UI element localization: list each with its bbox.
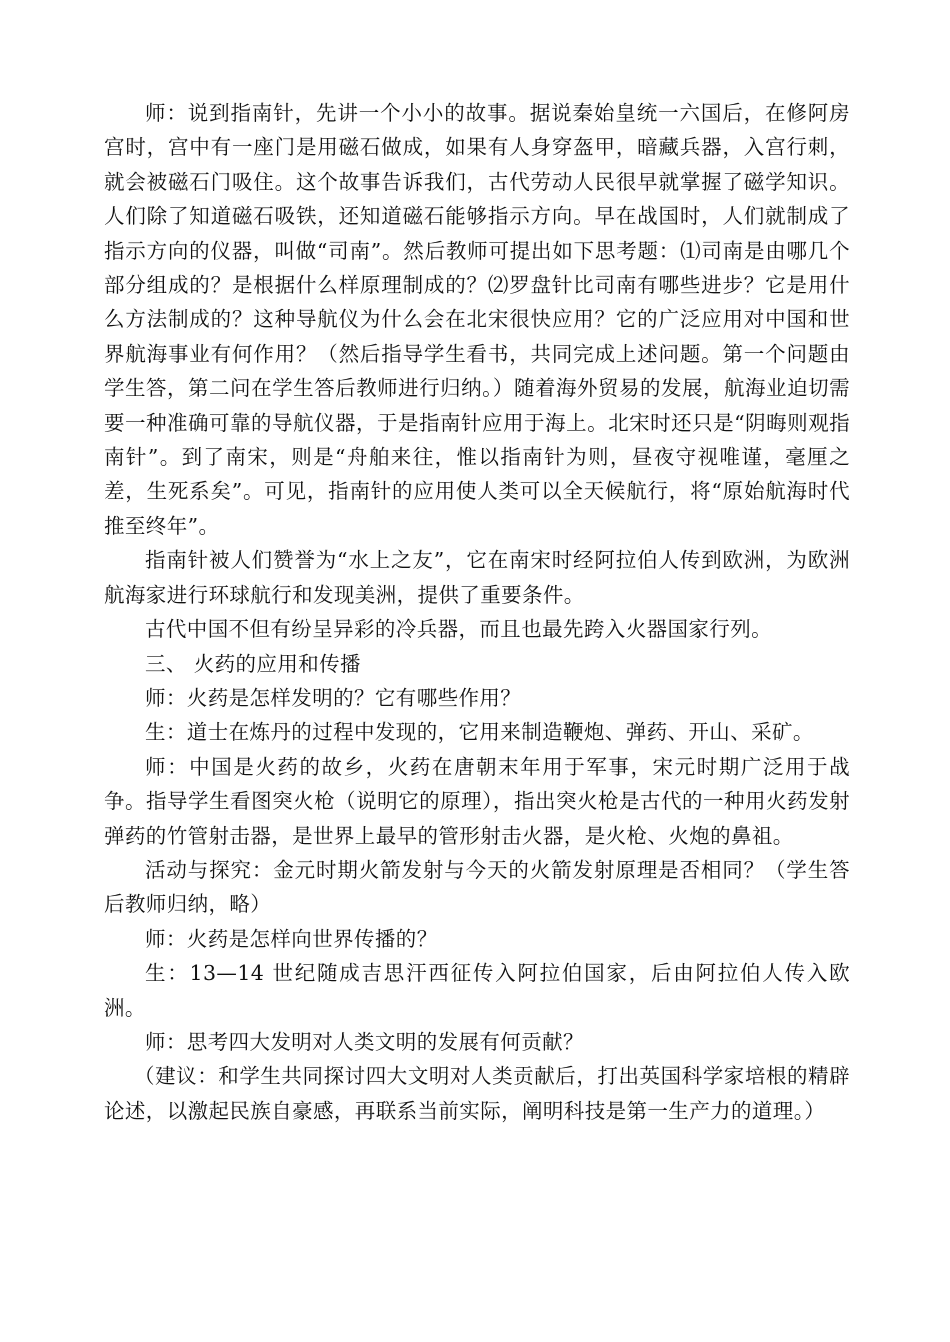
paragraph-teacher-fire-lance: 师：中国是火药的故乡，火药在唐朝末年用于军事，宋元时期广泛用于战争。指导学生看图突火枪（说明它的原理），指出突火枪是古代的一种用火药发射弹药的竹管射击器，是世界上最早的管形射击火器，是火枪、火炮的鼻祖。 bbox=[104, 754, 850, 848]
paragraph-activity-rocket: 活动与探究：金元时期火箭发射与今天的火箭发射原理是否相同？（学生答后教师归纳，略） bbox=[104, 857, 850, 917]
paragraph-student-spread-answer: 生：13—14 世纪随成吉思汗西征传入阿拉伯国家，后由阿拉伯人传入欧洲。 bbox=[104, 961, 850, 1020]
paragraph-firearms-intro: 古代中国不但有纷呈异彩的冷兵器，而且也最先跨入火器国家行列。 bbox=[145, 617, 772, 642]
paragraph-teacher-question-gunpowder: 师：火药是怎样发明的？它有哪些作用？ bbox=[145, 685, 522, 710]
paragraph-teacher-spread-question: 师：火药是怎样向世界传播的？ bbox=[145, 926, 438, 951]
paragraph-suggestion-note: （建议：和学生共同探讨四大文明对人类贡献后，打出英国科学家培根的精辟论述，以激起民族自豪感，再联系当前实际，阐明科技是第一生产力的道理。） bbox=[104, 1064, 850, 1123]
paragraph-student-answer-gunpowder: 生：道士在炼丹的过程中发现的，它用来制造鞭炮、弹药、开山、采矿。 bbox=[145, 720, 814, 745]
section-heading-gunpowder: 三、 火药的应用和传播 bbox=[145, 651, 361, 676]
paragraph-compass-europe: 指南针被人们赞誉为“水上之友”，它在南宋时经阿拉伯人传到欧洲，为欧洲航海家进行环球航行和发现美洲，提供了重要条件。 bbox=[104, 548, 850, 607]
paragraph-compass-story: 师：说到指南针，先讲一个小小的故事。据说秦始皇统一六国后，在修阿房宫时，宫中有一座门是用磁石做成，如果有人身穿盔甲，暗藏兵器，入宫行刺，就会被磁石门吸住。这个故事告诉我们，古代劳动人民很早就掌握了磁学知识。人们除了知道磁石吸铁，还知道磁石能够指示方向。早在战国时，人们就制成了指示方向的仪器，叫做“司南”。然后教师可提出如下思考题：⑴司南是由哪几个部分组成的？是根据什么样原理制成的？⑵罗盘针比司南有哪些进步？它是用什么方法制成的？这种导航仪为什么会在北宋很快应用？它的广泛应用对中国和世界航海事业有何作用？（然后指导学生看书，共同完成上述问题。第一个问题由学生答，第二问在学生答后教师进行归纳。）随着海外贸易的发展，航海业迫切需要一种准确可靠的导航仪器，于是指南针应用于海上。北宋时还只是“阴晦则观指南针”。到了南宋，则是“舟舶来往，惟以指南针为则，昼夜守视唯谨，毫厘之差，生死系矣”。可见，指南针的应用使人类可以全天候航行，将“原始航海时代推至终年”。 bbox=[104, 101, 850, 538]
paragraph-teacher-four-inventions: 师：思考四大发明对人类文明的发展有何贡献？ bbox=[145, 1029, 584, 1054]
document-body bbox=[104, 96, 850, 1128]
